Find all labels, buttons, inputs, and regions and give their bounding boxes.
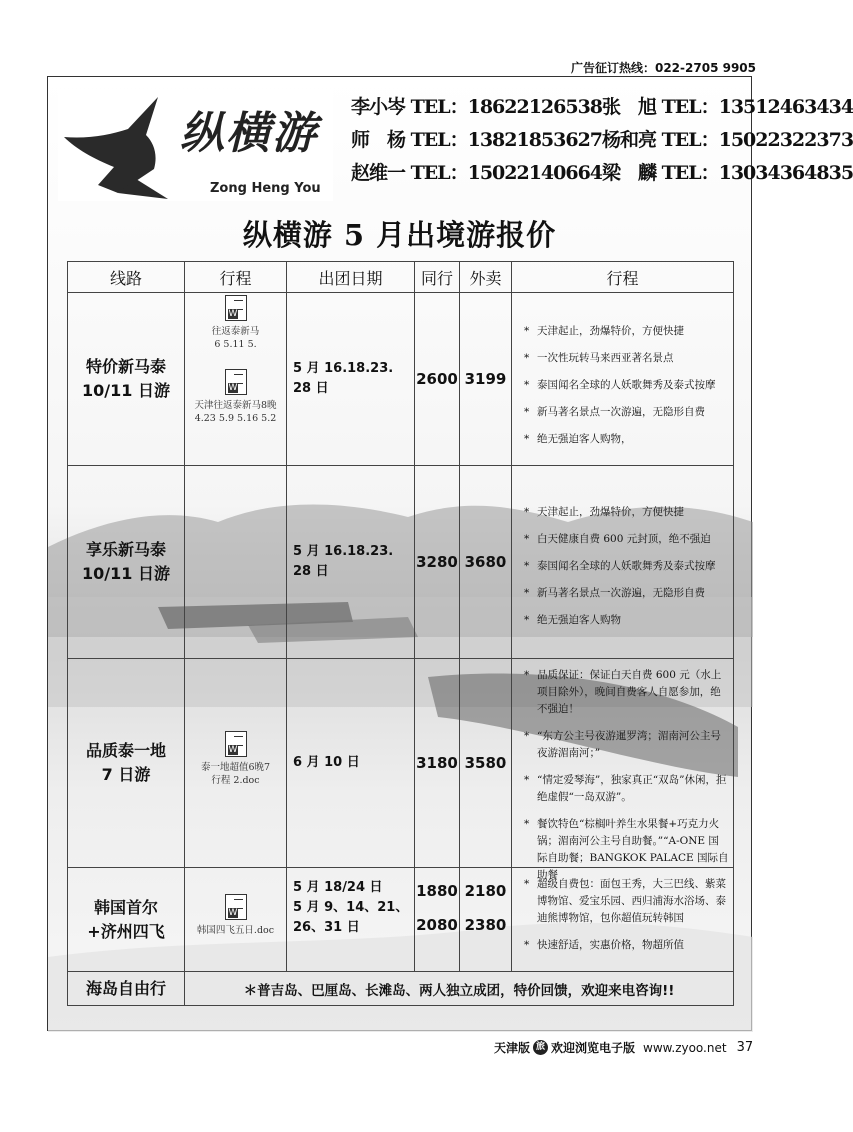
- departure-dates: 6 月 10 日: [287, 659, 415, 867]
- departure-dates: 5 月 16.18.23. 28 日: [287, 293, 415, 465]
- route-name: 海岛自由行: [68, 972, 185, 1005]
- word-document-icon: [225, 369, 247, 395]
- brand-logo: [58, 89, 333, 201]
- highlight-item: * 绝无强迫客人购物: [522, 612, 729, 629]
- highlight-item: * 餐饮特色“棕榈叶养生水果餐+巧克力火锅；湄南河公主号自助餐。”“A-ONE 国际自助餐；BANGKOK PALACE 国际自助餐: [522, 816, 729, 884]
- route-name: 享乐新马泰 10/11 日游: [68, 466, 185, 658]
- table-row-island: [67, 972, 734, 1006]
- peer-price: 3180: [415, 659, 460, 867]
- route-name: 韩国首尔 +济州四飞: [68, 868, 185, 971]
- highlight-item: * 超级自费包：面包王秀，大三巴线、紫菜博物馆、爱宝乐园、西归浦海水浴场、泰迪熊博物馆，包你超值玩转韩国: [522, 876, 729, 927]
- retail-price: 3199: [460, 293, 512, 465]
- brand-name: 纵横游: [180, 108, 318, 159]
- page-number: 37: [736, 1040, 754, 1055]
- highlights: [512, 659, 733, 881]
- table-row: [67, 868, 734, 972]
- itinerary-files: [185, 868, 287, 971]
- header-itinerary-file: 行程: [185, 262, 287, 292]
- advert-frame: [47, 76, 853, 1031]
- departure-dates: 5 月 16.18.23. 28 日: [287, 466, 415, 658]
- highlight-item: * 天津起止，劲爆特价，方便快捷: [522, 504, 729, 521]
- header-itinerary-highlights: 行程: [606, 268, 639, 288]
- route-name: 品质泰一地 7 日游: [68, 659, 185, 867]
- island-note: ＊普吉岛、巴厘岛、长滩岛、两人独立成团，特价回馈，欢迎来电咨询!!: [243, 982, 675, 999]
- itinerary-doc-link[interactable]: W 往返泰新马 6 5.11 5.: [185, 295, 286, 351]
- header-route: 线路: [68, 262, 185, 292]
- itinerary-files: [185, 293, 287, 465]
- highlights: [512, 466, 733, 658]
- retail-price: 3680: [460, 466, 512, 658]
- route-name: 特价新马泰 10/11 日游: [68, 293, 185, 465]
- highlight-item: * 天津起止，劲爆特价，方便快捷: [522, 323, 729, 340]
- contact-list: [351, 91, 853, 190]
- word-document-icon: [225, 894, 247, 920]
- contact-row: 赵维一 TEL：15022140664梁 麟 TEL：13034364835: [351, 162, 853, 184]
- ad-hotline: 广告征订热线：022-2705 9905: [570, 61, 756, 75]
- header-peer-price: 同行: [415, 262, 460, 292]
- highlight-item: * 白天健康自费 600 元封顶，绝不强迫: [522, 531, 729, 548]
- highlight-item: * “情定爱琴海”，独家真正“双岛”休闲，拒绝虚假“一岛双游”。: [522, 772, 729, 806]
- highlight-item: * 一次性玩转马来西亚著名景点: [522, 350, 729, 367]
- retail-price: 2180 2380: [460, 868, 512, 971]
- table-row: [67, 293, 734, 466]
- highlight-item: * 品质保证：保证白天自费 600 元（水上项目除外），晚间自费客人自愿参加，绝不强迫！: [522, 667, 729, 718]
- itinerary-doc-link[interactable]: W 韩国四飞五日.doc: [185, 894, 286, 937]
- header-retail-price: 外卖: [460, 262, 512, 292]
- edition-label: 天津版: [494, 1041, 531, 1055]
- highlights: [512, 868, 733, 971]
- itinerary-files: [185, 659, 287, 867]
- peer-price: 3280: [415, 466, 460, 658]
- itinerary-doc-link[interactable]: W 天津往返泰新马8晚 4.23 5.9 5.16 5.2: [185, 369, 286, 425]
- departure-dates: 5 月 18/24 日 5 月 9、14、21、 26、31 日: [287, 868, 415, 971]
- itinerary-files: [185, 466, 287, 658]
- highlight-item: * 泰国闻名全球的人妖歌舞秀及泰式按摩: [522, 558, 729, 575]
- page-title: 纵横游 5 月出境游报价: [242, 218, 557, 252]
- highlight-item: * 绝无强迫客人购物，: [522, 431, 729, 448]
- word-document-icon: [225, 295, 247, 321]
- eagle-logo-icon: [58, 89, 178, 201]
- contact-row: 李小岑 TEL：18622126538张 旭 TEL：13512463434: [351, 96, 853, 118]
- brand-english: Zong Heng You: [210, 181, 321, 196]
- highlight-item: * 快速舒适，实惠价格，物超所值: [522, 937, 729, 954]
- highlight-item: * 新马著名景点一次游遍，无隐形自费: [522, 585, 729, 602]
- page-footer: [494, 1039, 753, 1056]
- contact-row: 师 杨 TEL：13821853627杨和亮 TEL：15022322373: [351, 129, 853, 151]
- table-row: [67, 659, 734, 881]
- itinerary-doc-link[interactable]: W 泰一地超值6晚7 行程 2.doc: [185, 731, 286, 787]
- word-document-icon: [225, 731, 247, 757]
- peer-price: 2600: [415, 293, 460, 465]
- highlight-item: * 新马著名景点一次游遍，无隐形自费: [522, 404, 729, 421]
- retail-price: 3580: [460, 659, 512, 867]
- footer-slogan: 欢迎浏览电子版: [551, 1041, 636, 1055]
- website-link[interactable]: www.zyoo.net: [643, 1040, 727, 1055]
- header-departure-dates: 出团日期: [287, 262, 415, 292]
- highlights: [512, 293, 733, 465]
- table-header: [67, 261, 734, 293]
- peer-price: 1880 2080: [415, 868, 460, 971]
- travel-badge-icon: 旅: [533, 1040, 548, 1055]
- table-row: [67, 466, 734, 659]
- highlight-item: * “东方公主号夜游暹罗湾；湄南河公主号夜游湄南河；”: [522, 728, 729, 762]
- highlight-item: * 泰国闻名全球的人妖歌舞秀及泰式按摩: [522, 377, 729, 394]
